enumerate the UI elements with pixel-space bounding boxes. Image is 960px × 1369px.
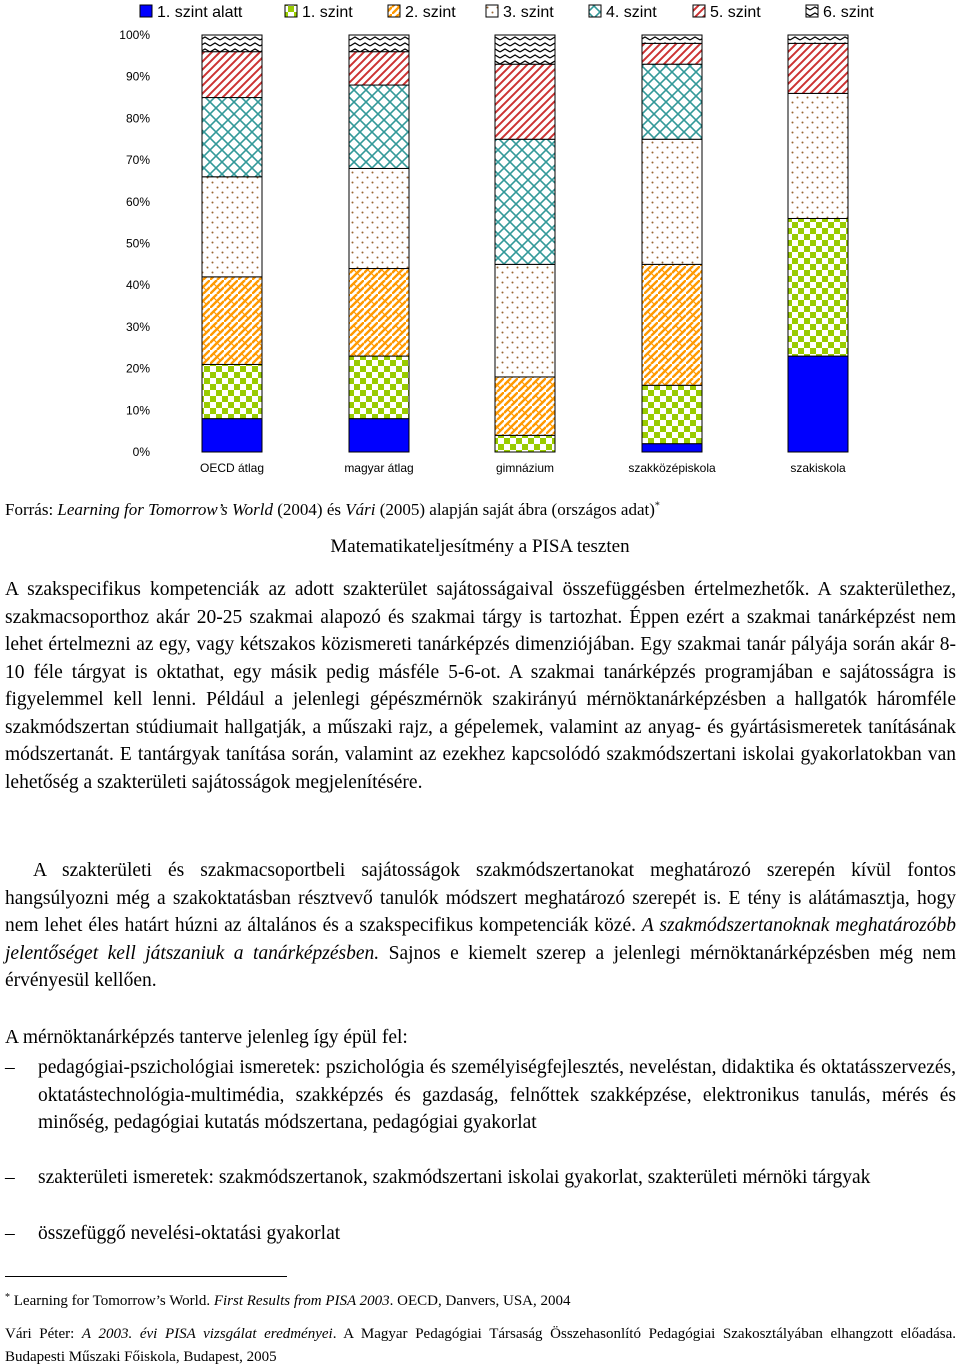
list-item (5, 1220, 956, 1248)
legend-label: 1. szint alatt (157, 4, 243, 21)
bar-segment (642, 264, 702, 385)
list-item-text: pedagógiai-pszichológiai ismeretek: pszichológia és személyiségfejlesztés, neveléstan, didaktika és oktatásszervezés, oktatástechnológia-multimédia, szakképzés és gazdaság, felnőttek szakképzése, elektronikus tanulás, mérés és minőség, pedagógiai kutatás módszertana, pedagógiai gyakorlat (38, 1057, 956, 1133)
x-axis-labels (200, 461, 846, 475)
bar-segment (495, 377, 555, 435)
y-tick-label: 30% (125, 319, 150, 334)
bar-segment (642, 385, 702, 443)
legend-label: 5. szint (710, 4, 761, 21)
legend-label: 3. szint (503, 4, 554, 21)
legend-label: 2. szint (405, 4, 456, 21)
bar-segment (349, 356, 409, 419)
x-tick-label: szakiskola (790, 461, 846, 475)
y-tick-label: 90% (125, 69, 150, 84)
legend-swatch (388, 5, 400, 17)
chart-legend (140, 4, 874, 21)
bar-segment (642, 64, 702, 139)
bar-segment (642, 43, 702, 64)
y-tick-label: 50% (125, 236, 150, 251)
footnote-2-title: A 2003. évi PISA vizsgálat eredményei (81, 1326, 333, 1342)
bars (202, 35, 848, 452)
bar-segment (495, 64, 555, 139)
x-tick-label: OECD átlag (199, 461, 265, 475)
y-tick-label: 100% (119, 28, 150, 42)
stacked-bar-chart (0, 0, 960, 480)
bar-segment (788, 356, 848, 452)
list-dash: – (5, 1223, 15, 1244)
bar-segment (202, 419, 262, 452)
footnote-1-text-a: Learning for Tomorrow’s World. (10, 1293, 214, 1309)
list-dash: – (5, 1057, 15, 1078)
bar-segment (349, 168, 409, 268)
legend-swatch (589, 5, 601, 17)
bar-segment (349, 52, 409, 85)
footnote-divider (5, 1276, 287, 1277)
bar-segment (349, 419, 409, 452)
legend-label: 4. szint (606, 4, 657, 21)
legend-item (806, 4, 874, 21)
x-tick-label: szakközépiskola (628, 461, 716, 475)
bar-segment (495, 435, 555, 452)
bar-segment (642, 35, 702, 43)
bar-segment (642, 444, 702, 452)
list-intro: A mérnöktanárképzés tanterve jelenleg így épül fel: (5, 1027, 408, 1048)
bar-segment (349, 269, 409, 357)
bar-segment (788, 93, 848, 218)
y-tick-label: 80% (125, 111, 150, 126)
paragraph-1-text: A szakspecifikus kompetenciák az adott szakterület sajátosságaival összefüggésben értelmezhetők. A szakterülethez, szakmacsoporthoz akár 20-25 szakmai alapozó és szakmai tárgy is tartozhat. Éppen ezért a szakmai tanárképzést nem lehet értelmezni az egy, vagy kétszakos közismereti tanárképzés dimenziójában. Egy szakmai tanár pályája során akár 8-10 féle tárgyat is oktathat, egy másik pedig másféle 5-6-ot. A szakmai tanárképzés programjában e sajátosságra is figyelemmel kell lenni. Például a jelenlegi gépészmérnök szakirányú mérnöktanárképzésben a hallgatók háromféle szakmódszertan stúdiumait hallgatják, a műszaki rajz, a gépelemek, valamint az anyag- és gyártásismeretek tanításának módszertanát. E tantárgyak tanítása során, valamint az ezekhez kapcsolódó szakmódszertani iskolai gyakorlatokban van lehetőség a szakterületi sajátosságok megjelenítésére. (5, 579, 956, 793)
bar-segment (202, 98, 262, 177)
bar-segment (349, 35, 409, 52)
legend-item (388, 4, 456, 21)
paragraph-2-text-b: Sajnos e kiemelt szerep a jelenlegi mérnöktanárképzésben még nem érvényesül kellően. (5, 942, 957, 991)
legend-item (589, 4, 657, 21)
source-mid1: (2004) és (273, 500, 346, 519)
legend-label: 1. szint (302, 4, 353, 21)
y-axis (119, 28, 150, 459)
footnote-2-text-a: Vári Péter: (5, 1326, 82, 1342)
footnote-1-text-b: . OECD, Danvers, USA, 2004 (389, 1293, 571, 1309)
list-item (5, 1054, 956, 1137)
list-item (5, 1164, 956, 1192)
paragraph-2 (5, 857, 956, 995)
legend-item (693, 4, 761, 21)
paragraph-2-emphasis: A szakmódszertanoknak meghatározóbb jelentőséget kell játszaniuk a tanárképzésben. (5, 915, 956, 964)
paragraph-1 (5, 576, 956, 796)
bar-segment (202, 277, 262, 365)
legend-item (285, 4, 353, 21)
y-tick-label: 10% (125, 403, 150, 418)
bar-segment (788, 35, 848, 43)
source-author: Vári (345, 500, 376, 519)
figure-caption: Matematikateljesítmény a PISA teszten (330, 536, 630, 557)
y-tick-label: 0% (132, 445, 150, 459)
chart-svg (0, 0, 960, 480)
y-tick-label: 20% (125, 361, 150, 376)
bar-segment (495, 35, 555, 64)
legend-swatch (693, 5, 705, 17)
x-tick-label: gimnázium (495, 461, 555, 475)
list-item-text: szakterületi ismeretek: szakmódszertanok, szakmódszertani iskolai gyakorlat, szakterületi mérnöki tárgyak (38, 1167, 871, 1188)
list-dash: – (5, 1167, 15, 1188)
list-item-text: összefüggő nevelési-oktatási gyakorlat (38, 1223, 341, 1244)
bar-segment (642, 139, 702, 264)
x-tick-label: magyar átlag (344, 461, 414, 475)
bar-segment (202, 364, 262, 418)
source-title: Learning for Tomorrow’s World (57, 500, 273, 519)
legend-swatch (140, 5, 152, 17)
y-tick-label: 70% (125, 153, 150, 168)
footnote-2-text-b: . A Magyar Pedagógiai Társaság Összehasonlító Pedagógiai Szakosztályában elhangzott előadása. Budapesti Műszaki Főiskola, Budapest, 2005 (5, 1326, 957, 1365)
footnote-1 (5, 1290, 956, 1314)
footnote-2 (5, 1323, 956, 1369)
footnote-1-mark: * (5, 1292, 10, 1303)
bar-segment (495, 139, 555, 264)
legend-swatch (806, 5, 818, 17)
bar-segment (788, 218, 848, 356)
bar-segment (788, 43, 848, 93)
bar-segment (202, 52, 262, 98)
bar-segment (349, 85, 409, 168)
y-tick-label: 40% (125, 278, 150, 293)
footnote-1-title: First Results from PISA 2003 (213, 1293, 390, 1309)
y-tick-label: 60% (125, 194, 150, 209)
legend-swatch (285, 5, 297, 17)
bar-segment (202, 177, 262, 277)
paragraph-2-text-a: A szakterületi és szakmacsoportbeli sajátosságok szakmódszertanokat meghatározó szerepén kívül fontos hangsúlyozni még a szakoktatásban résztvevő tanulók módszert meghatározó szerepét is. E tény is alátámasztja, hogy nem lehet éles határt húzni az általános és a szakspecifikus kompetenciák közé. (5, 860, 956, 936)
source-prefix: Forrás: (5, 500, 58, 519)
chart-source-note (5, 500, 660, 520)
footnote-mark: * (654, 500, 660, 512)
legend-label: 6. szint (823, 4, 874, 21)
source-mid2: (2005) alapján saját ábra (országos adat) (375, 500, 655, 519)
legend-swatch (486, 5, 498, 17)
legend-item (486, 4, 554, 21)
bar-segment (495, 264, 555, 377)
legend-item (140, 4, 243, 21)
bar-segment (202, 35, 262, 52)
